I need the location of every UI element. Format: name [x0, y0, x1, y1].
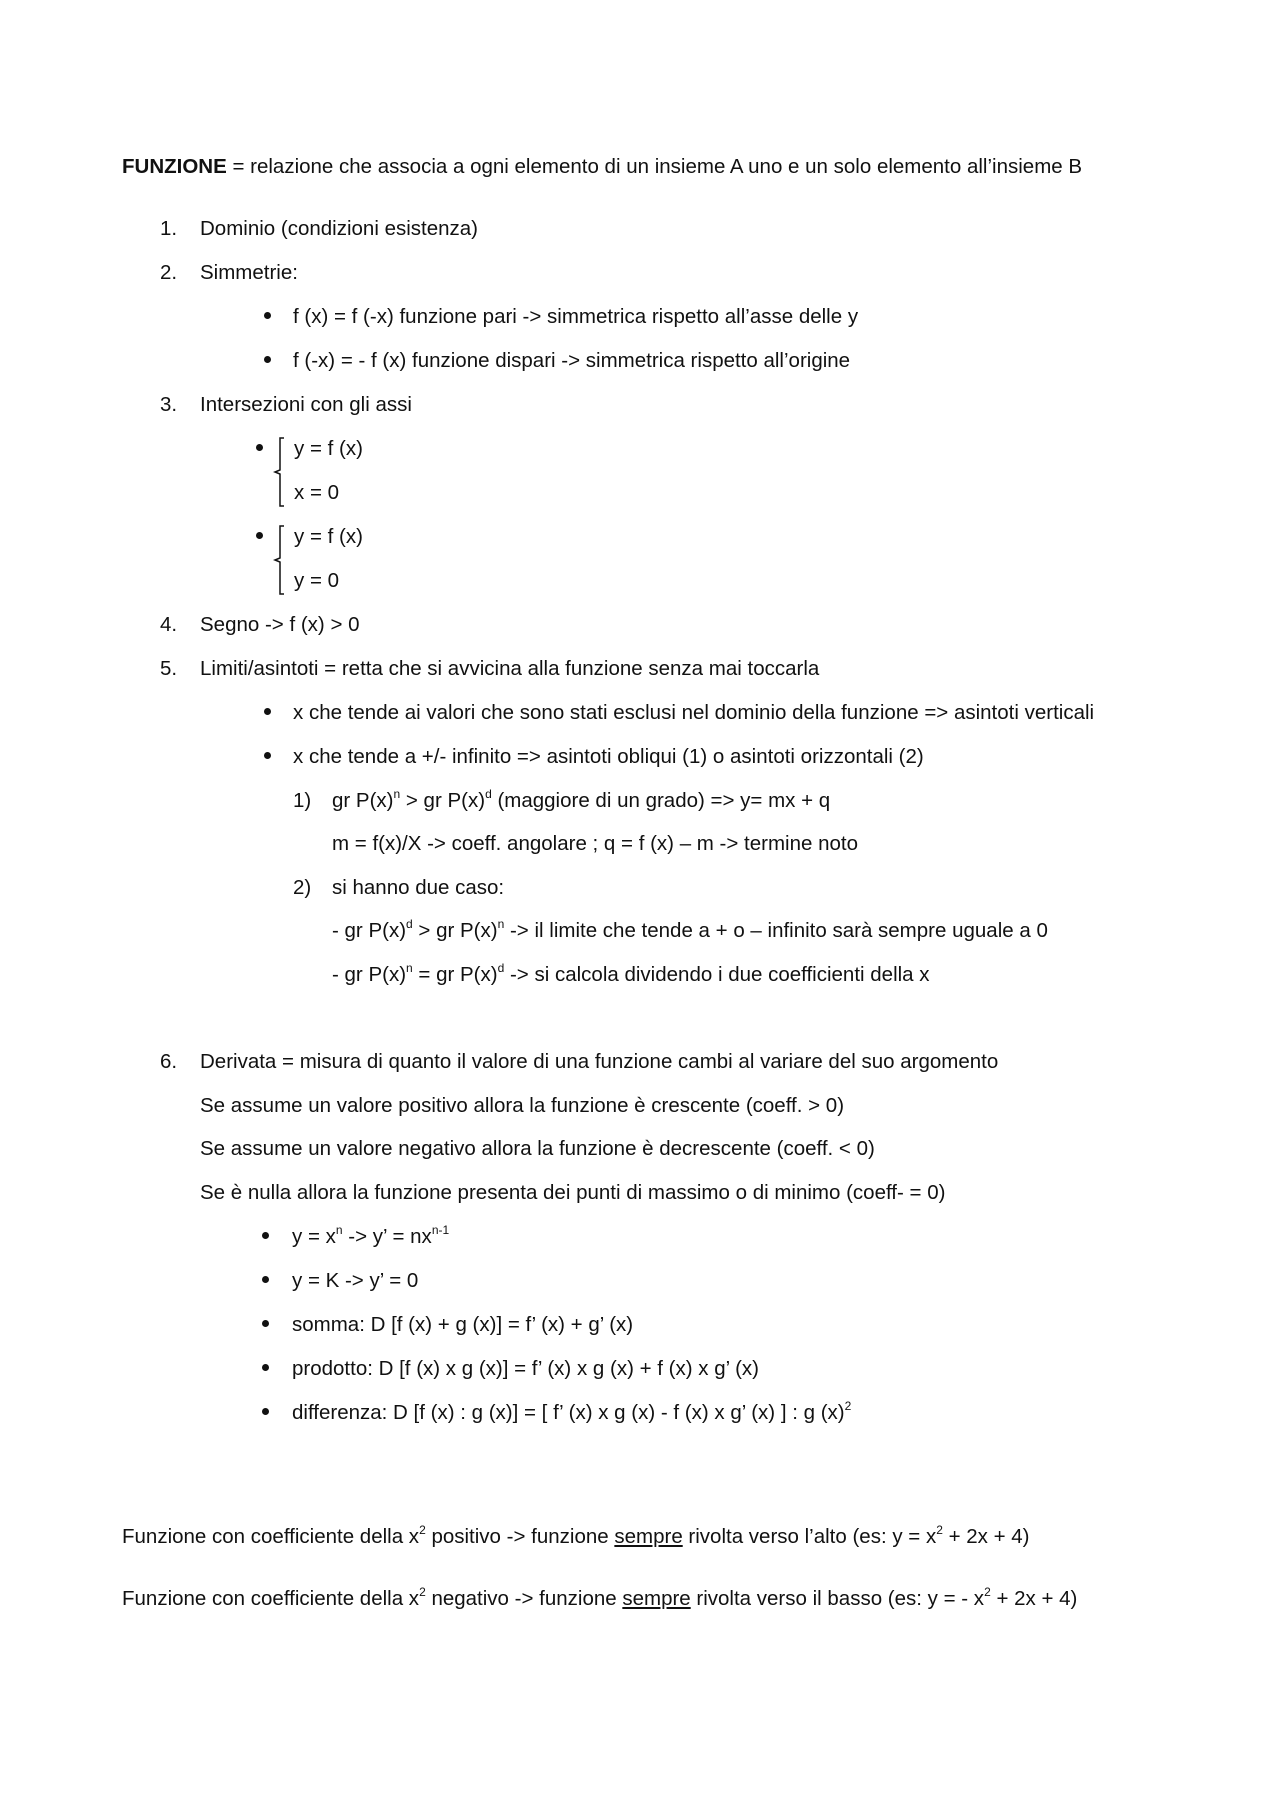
item-text: Se è nulla allora la funzione presenta dei punti di massimo o di minimo (coeff- = 0)	[200, 1181, 946, 1204]
bullet-text: x che tende a +/- infinito => asintoti obliqui (1) o asintoti orizzontali (2)	[293, 745, 924, 768]
system-line: x = 0	[294, 481, 340, 504]
bullet-text: differenza: D [f (x) : g (x)] = [ f’ (x) x g (x) - f (x) x g’ (x) ] : g $(x)^2$	[292, 1399, 852, 1424]
bullet-text: prodotto: D [f (x) x g (x)] = f’ (x) x g (x) + f (x) x g’ (x)	[292, 1357, 759, 1380]
item-text: Simmetrie:	[200, 261, 298, 284]
note-line: Funzione con coefficiente della $x^2$ negativo -> funzione sempre rivolta verso il basso (es: y = - $x^2 + 2x + 4$)	[122, 1585, 1078, 1610]
sub-item-number: 1)	[293, 789, 312, 812]
note-line: Funzione con coefficiente della $x^2$ positivo -> funzione sempre rivolta verso l’alto (es: $y = x^2 + 2x + 4$)	[122, 1523, 1030, 1548]
definition-line	[122, 157, 1082, 178]
definition-text: = relazione che associa a ogni elemento di un insieme A uno e un solo elemento all’insieme B	[226, 155, 1083, 178]
item-text: Derivata = misura di quanto il valore di una funzione cambi al variare del suo argomento	[200, 1050, 999, 1073]
bullet	[256, 444, 263, 451]
item-text: Se assume un valore positivo allora la funzione è crescente (coeff. > 0)	[200, 1094, 845, 1117]
sub-item-number: 2)	[293, 876, 312, 899]
item-text: Dominio (condizioni esistenza)	[200, 217, 479, 240]
sub-item-text: m = f(x)/X -> coeff. angolare ; q = f (x) – m -> termine noto	[332, 832, 859, 855]
bullet-text: somma: D [f (x) + g (x)] = f’ (x) + g’ (x)	[292, 1313, 634, 1336]
definition-term: FUNZIONE	[122, 155, 227, 178]
item-number: 5.	[160, 657, 178, 680]
item-text: Intersezioni con gli assi	[200, 393, 412, 416]
bullet	[262, 1276, 269, 1283]
sub-item-text: si hanno due caso:	[332, 876, 505, 899]
sub-item-text: - gr $P(x)^n$ = gr $P(x)^d$ -> si calcola dividendo i due coefficienti della x	[332, 961, 930, 986]
item-number: 4.	[160, 613, 178, 636]
item-text: Limiti/asintoti = retta che si avvicina alla funzione senza mai toccarla	[200, 657, 820, 680]
bullet	[264, 312, 271, 319]
bullet	[264, 752, 271, 759]
item-number: 2.	[160, 261, 178, 284]
item-text: Se assume un valore negativo allora la funzione è decrescente (coeff. < 0)	[200, 1137, 875, 1160]
system-line: y = 0	[294, 569, 340, 592]
bullet	[264, 356, 271, 363]
bullet-text: f (-x) = - f (x) funzione dispari -> simmetrica rispetto all’origine	[293, 349, 851, 372]
system-line: y = f (x)	[294, 437, 363, 460]
bullet	[256, 532, 263, 539]
sub-item-text: - gr $P(x)^d$ > gr $P(x)^n$ -> il limite che tende a + o – infinito sarà sempre uguale a 0	[332, 917, 1048, 942]
bullet-text: f (x) = f (-x) funzione pari -> simmetrica rispetto all’asse delle y	[293, 305, 859, 328]
system-brace-icon	[272, 524, 290, 596]
item-number: 3.	[160, 393, 178, 416]
bullet	[264, 708, 271, 715]
bullet	[262, 1364, 269, 1371]
bullet-text: y = K -> y’ = 0	[292, 1269, 419, 1292]
system-line: y = f (x)	[294, 525, 363, 548]
bullet-text: x che tende ai valori che sono stati esclusi nel dominio della funzione => asintoti verticali	[293, 701, 1095, 724]
system-brace-icon	[272, 436, 290, 508]
item-number: 6.	[160, 1050, 178, 1073]
bullet-text: $y = x^n -> y$’ = $nx^{n-1}$	[292, 1223, 450, 1248]
item-number: 1.	[160, 217, 178, 240]
sub-item-text: gr $P(x)^n$ > gr $P(x)^d$ (maggiore di un grado) => y= mx + q	[332, 787, 831, 812]
bullet	[262, 1320, 269, 1327]
bullet	[262, 1408, 269, 1415]
item-text: Segno -> f (x) > 0	[200, 613, 360, 636]
bullet	[262, 1232, 269, 1239]
